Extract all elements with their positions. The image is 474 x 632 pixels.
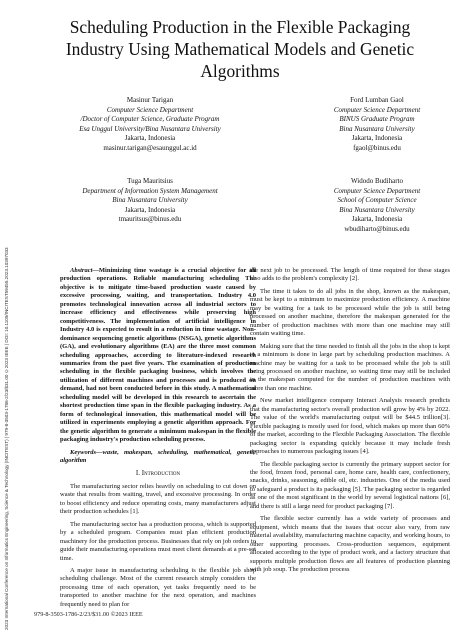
conference-doi-sidebar: 2023 International Conference on Informatics Engineering, Science & Technology (INCITEST) | 979-8-3503-1786-2/23/$31.00 ©2023 IEEE | DOI: 10.1109/INCITEST59455.2023.10397033 (4, 247, 9, 630)
abstract (60, 267, 256, 445)
author-block (60, 177, 240, 225)
section-heading-introduction: I. Introduction (135, 469, 181, 478)
body-paragraph: Making sure that the time needed to finish all the jobs in the shop is kept to a minimum is done in large part by scheduling production machines. A machine may be waiting for a task to be processed while the job is still being processed on another machine, so waiting time may still be included in the makespan computed for the number of production machines with more than one machine. (250, 342, 450, 392)
author-location: Jakarta, Indonesia (351, 215, 403, 224)
author-affiliation: Bina Nusantara University (339, 124, 415, 133)
author-affiliation: Esa Unggul University/Bina Nusantara University (79, 124, 221, 133)
author-name: Ford Lumban Gaol (350, 96, 404, 104)
paper-title: Scheduling Production in the Flexible Packaging Industry Using Mathematical Models and Genetic Algorithms (65, 17, 415, 81)
author-affiliation: /Doctor of Computer Science, Graduate Program (80, 115, 220, 124)
author-name: Tuga Mauritsius (127, 177, 173, 185)
abstract-text: Minimizing time wastage is a crucial objective for all production operations. Reliable manufacturing scheduling The objective is to mitigate time-based production waste caused by excessive processing, waiting, and transportation. Industry 4.0 promotes technological innovation across all industrial sectors to increase efficiency and effectiveness while preserving high competitiveness. The implementation of artificial intelligence in Industry 4.0 is expected to result in a reduction in time wastage. Non-dominance sequencing genetic algorithms (NSGA), genetic algorithms (GA), and evolutionary algorithms (EA) are the three most common scheduling approaches, according to literature-indexed research summaries from the past five years. The examination of production scheduling in the flexible packaging business, which involves the utilization of different machines and processes and is produced on demand, had not been conducted before in this study. A mathematical scheduling model will be developed in this research to ascertain the shortest production time span in the flexible packaging industry. As a form of technological innovation, this mathematical model will be utilized in experiments employing a genetic algorithm approach. For the genetic algorithm to generate a minimum makespan in the flexible packaging industry's production scheduling process. (60, 267, 256, 444)
body-paragraph: A major issue in manufacturing scheduling is the flexible job shop scheduling challenge. Most of the current research simply considers the processing time of each operation, yet tasks frequently need to be transported to another machine for the next operation, and machines frequently need to plan for (60, 566, 256, 608)
keywords: Keywords—waste, makespan, scheduling, mathematical, genetic algorithm (60, 448, 256, 464)
author-block (282, 96, 472, 154)
body-paragraph: The time it takes to do all jobs in the shop, known as the makespan, must be kept to a minimum to maximize production efficiency. A machine may be waiting for a task to be processed while the job is still being processed on another machine, therefore the makespan generated for the number of production machines with more than one machine may still contain waiting time. (250, 287, 450, 338)
body-paragraph: The manufacturing sector relies heavily on scheduling to cut down on waste that results from waiting, travel, and excessive processing. In order to boost efficiency and reduce operating costs, many manufacturers adjust their production schedules [1]. (60, 482, 256, 516)
author-affiliation: Department of Information System Management (82, 186, 218, 195)
author-block (282, 177, 472, 235)
author-email: tmauritsus@binus.edu (118, 215, 182, 224)
author-location: Jakarta, Indonesia (124, 134, 176, 143)
author-affiliation: Bina Nusantara University (339, 205, 415, 214)
author-name: Masinur Tarigan (126, 96, 174, 104)
author-location: Jakarta, Indonesia (124, 205, 176, 214)
body-paragraph: the next job to be processed. The length of time required for these stages also adds to the problem's complexity [2]. (250, 267, 450, 283)
author-affiliation: Computer Science Department (106, 105, 194, 114)
left-column (60, 267, 256, 613)
author-affiliation: Computer Science Department (333, 186, 421, 195)
author-block (60, 96, 240, 154)
body-paragraph: New market intelligence company Interact Analysis research predicts that the manufacturing sector's overall production will grow by 4% by 2022. The value of the world's manufacturing output will be $44.5 trillion[3]. Flexible packaging is mostly used for food, which makes up more than 60% of the market, according to the Flexible Packaging Association. The flexible packaging sector is expanding quickly because it may include fresh approaches to numerous packaging issues [4]. (250, 397, 450, 456)
body-paragraph: The flexible packaging sector is currently the primary support sector for the food, frozen food, personal care, home care, health care, confectionery, snacks, drinks, seasoning, edible oil, etc. industries. One of the media used to safeguard a product is its packaging [5]. The packaging sector is regarded as one of the most significant in the world by several logistical nations [6], and there is still a large need for product packaging [7]. (250, 460, 450, 510)
body-paragraph: The manufacturing sector has a production process, which is supported by a scheduled program. Companies must plan efficient production machinery for the production process. Businesses that rely on job orders to guide their manufacturing operations must meet client demands at a pre-set time. (60, 520, 256, 562)
author-email: masinur.tarigan@esaunggul.ac.id (103, 143, 197, 152)
author-affiliation: Bina Nusantara University (112, 196, 188, 205)
author-affiliation: Computer Science Department (333, 105, 421, 114)
author-email: wbudiharto@binus.edu (344, 224, 410, 233)
abstract-lead: Abstract— (70, 267, 99, 274)
author-name: Widodo Budiharto (350, 177, 404, 185)
body-paragraph: The flexible sector currently has a wide variety of processes and equipment, which means that the issues that occur also vary, from raw material availability, manufacturing machine capacity, and working hours, to other supporting processes. Cross-production sequences, equipment allocated according to the type of product work, and a factory structure that supports multiple production flows are all features of production planning with job soup. The production process (250, 515, 450, 573)
right-column (250, 267, 450, 578)
author-location: Jakarta, Indonesia (351, 134, 403, 143)
author-email: fgaol@binus.edu (353, 143, 401, 152)
author-affiliation: BINUS Graduate Program (339, 115, 415, 124)
footer-copyright: 979-8-3503-1786-2/23/$31.00 ©2023 IEEE (34, 611, 143, 618)
author-affiliation: School of Computer Science (337, 196, 417, 205)
